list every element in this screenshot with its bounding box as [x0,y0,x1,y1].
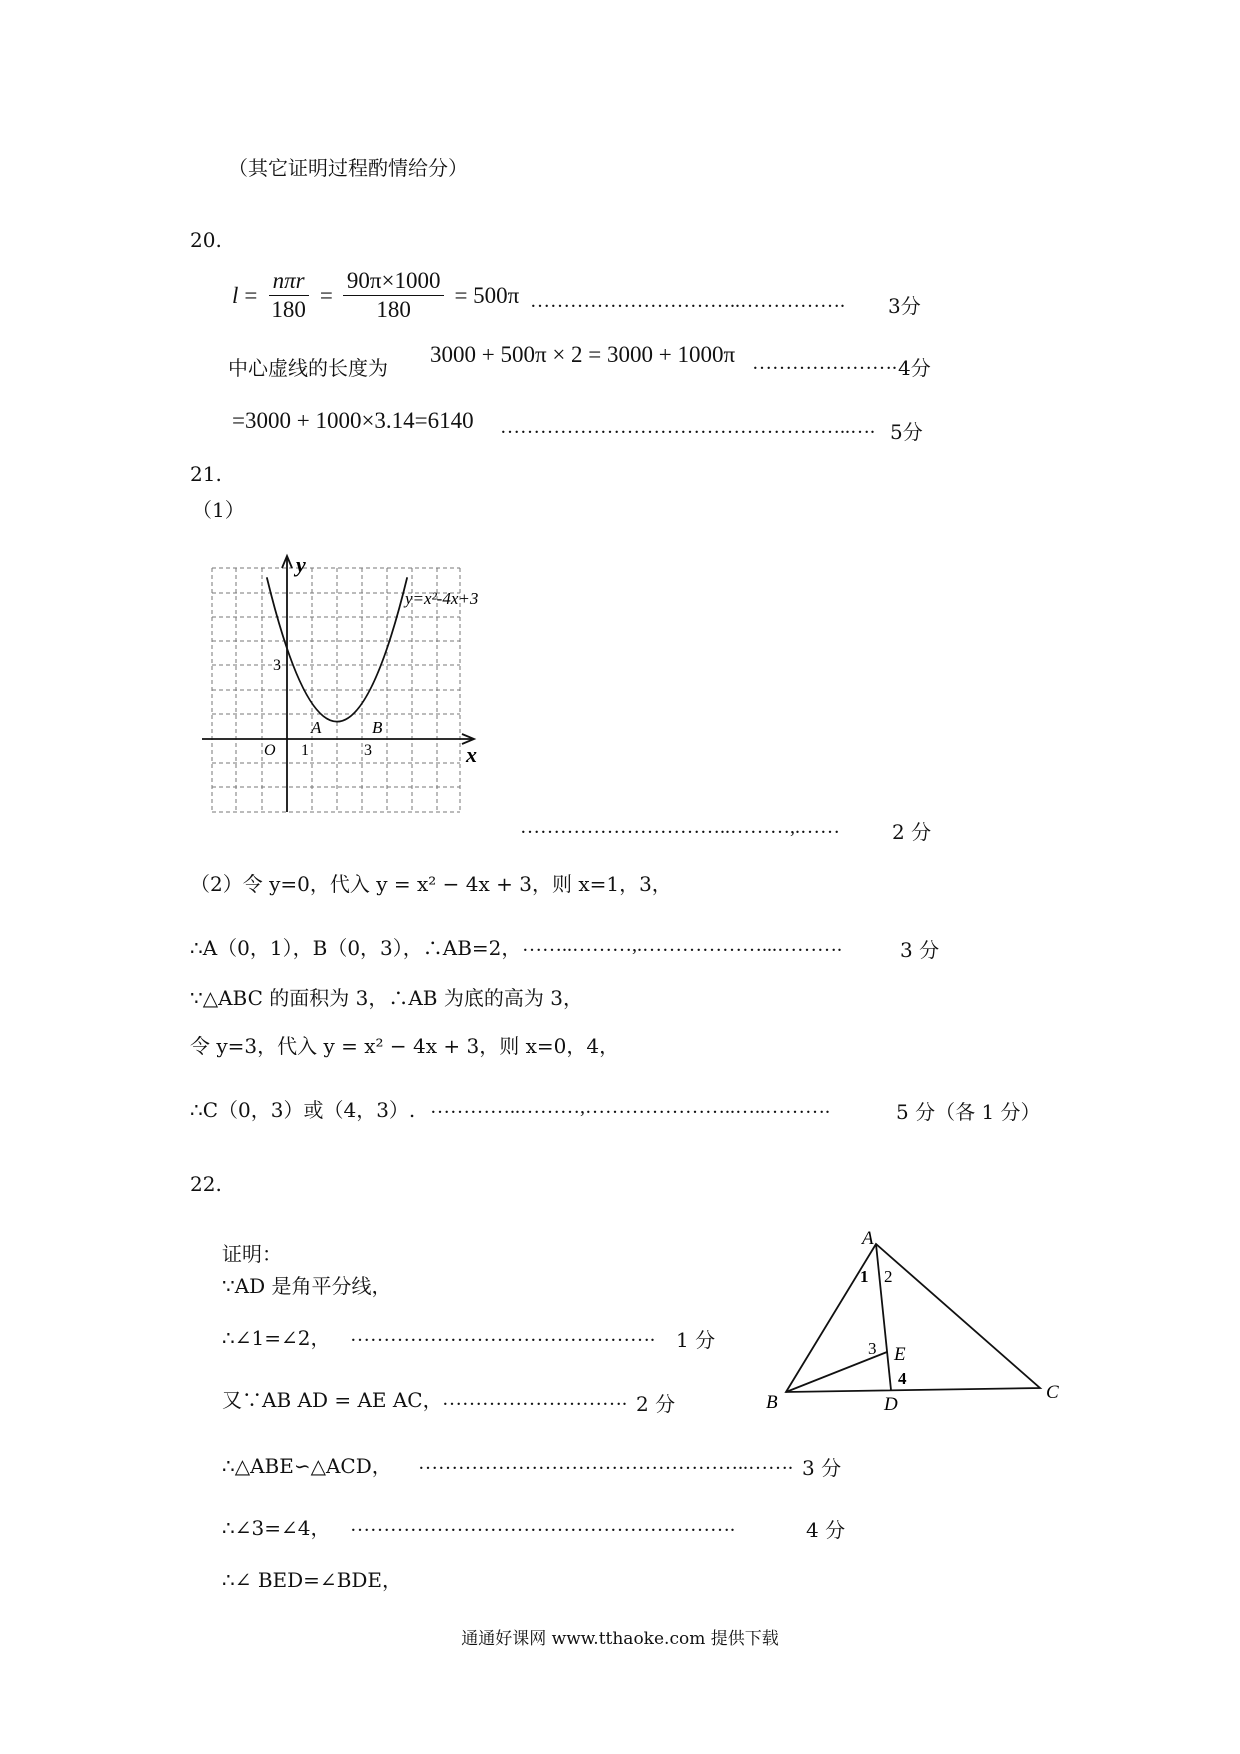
q21-part1-label: （1） [192,498,245,522]
fig-label-b: B [766,1392,778,1413]
origin-label: O [264,742,276,759]
q21-part2-line2: ∴A（0，1），B（0，3），∴AB=2， [190,936,522,960]
q20-line2-label: 中心虚线的长度为 [228,356,388,380]
q20-score-3: 5分 [890,420,923,444]
y-tick-3: 3 [273,657,281,674]
q21-part2-score-2: 3 分 [900,938,940,962]
q20-formula: l = $\frac{\text{nπr}}{180}$ = $\frac{90\pi\times 1000}{180}$ = 500π [232,268,520,322]
q22-dots-2: ………………………………………. [350,1324,655,1346]
q21-graph-dots: …………………………..………,.…… [520,816,840,838]
q22-score-2: 1 分 [676,1328,716,1352]
fig-angle-3: 3 [868,1339,877,1358]
q20-score-1: 3分 [888,294,921,318]
q22-score-3: 2 分 [636,1392,676,1416]
q20-dots-1: …………………………..……………. [530,290,845,312]
fig-label-c: C [1046,1382,1059,1403]
parabola-equation-label: y=x²-4x+3 [405,589,479,608]
triangle-figure [760,1225,1080,1425]
q20-frac2 [343,268,445,323]
q22-proof-title: 证明： [222,1242,282,1266]
fig-label-e: E [894,1344,906,1365]
q20-line2-formula: 3000 + 500π × 2 = 3000 + 1000π [430,342,736,367]
fig-angle-4: 4 [898,1369,907,1388]
q21-number: 21. [190,462,222,486]
q22-score-4: 3 分 [802,1456,842,1480]
x-tick-3: 3 [364,742,372,759]
q21-part2-line4: 令 y=3，代入 y = x² − 4x + 3，则 x=0，4， [190,1034,620,1058]
q21-part2-dots-2: ……..………,.………………...………. [522,934,842,956]
q20-number: 20. [190,228,222,252]
x-tick-1: 1 [301,742,309,759]
triangle-lines [786,1244,1040,1392]
q20-frac1-den: 180 [271,297,306,322]
fig-angle-1: 1 [860,1267,869,1286]
parabola-graph [195,545,485,815]
fig-angle-2: 2 [884,1267,893,1286]
q20-score-2: 4分 [898,356,931,380]
q22-dots-4: …………………………………………..……. [418,1452,793,1474]
q22-line-3: 又∵AB AD = AE AC， [222,1388,443,1412]
q20-frac1 [267,268,310,323]
q21-part2-dots-5: …………..………,…………………..…..………. [430,1096,830,1118]
q20-dots-2: …………………. [752,352,897,374]
q22-score-5: 4 分 [806,1518,846,1542]
q22-dots-5: …………………………………………………. [350,1514,735,1536]
note-other-proofs: （其它证明过程酌情给分） [228,156,468,180]
q20-frac2-num: 90π×1000 [343,268,445,296]
q21-part2-line5: ∴C（0，3）或（4，3）. [190,1098,416,1122]
q20-dots-3: ……………………………………………..…. [500,416,875,438]
point-b-label: B [372,718,383,737]
q20-frac2-den: 180 [376,297,411,322]
x-axis-label: x [466,742,477,767]
q21-part2-line3: ∵△ABC 的面积为 3，∴AB 为底的高为 3， [190,986,583,1010]
q22-line-4: ∴△ABE∽△ACD， [222,1454,392,1478]
q22-dots-3: ………………………. [442,1388,627,1410]
q20-line3-formula: =3000 + 1000×3.14=6140 [232,408,474,433]
q22-number: 22. [190,1172,222,1196]
triangle-abc [786,1244,1040,1392]
segment-ad [876,1244,891,1390]
q20-formula-lhs: l [232,282,239,308]
q21-graph-score: 2 分 [892,820,932,844]
q22-line-6: ∴∠ BED=∠BDE， [222,1568,403,1592]
q20-frac1-num: nπr [269,268,309,296]
fig-label-d: D [884,1394,898,1415]
q22-line-1: ∵AD 是角平分线， [222,1274,392,1298]
q22-line-5: ∴∠3=∠4， [222,1516,331,1540]
fig-label-a: A [862,1228,874,1249]
q22-line-2: ∴∠1=∠2， [222,1326,331,1350]
segment-be [786,1352,887,1392]
point-a-label: A [311,718,322,737]
y-axis-label: y [296,552,306,577]
q20-formula-result: = 500π [454,282,520,308]
q21-part2-score-5: 5 分（各 1 分） [896,1100,1041,1124]
q21-part2-line1: （2）令 y=0，代入 y = x² − 4x + 3，则 x=1，3， [190,872,672,896]
footer-credit: 通通好课网 www.tthaoke.com 提供下载 [461,1629,779,1649]
